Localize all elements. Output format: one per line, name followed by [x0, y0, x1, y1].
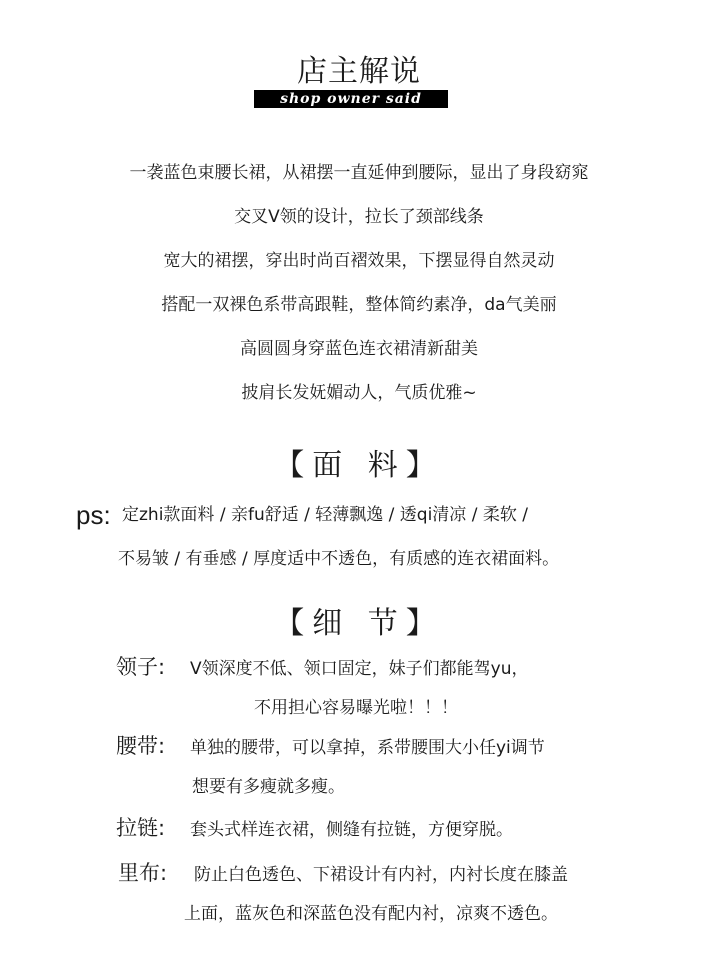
collar-label: 领子: — [116, 655, 166, 679]
collar-line-1: V领深度不低、领口固定，妹子们都能驾yu， — [190, 659, 529, 679]
fabric-line-1: 定zhi款面料 / 亲fu舒适 / 轻薄飘逸 / 透qi清凉 / 柔软 / — [122, 505, 528, 525]
intro-line: 一袭蓝色束腰长裙，从裙摆一直延伸到腰际，显出了身段窈窕 — [129, 163, 589, 183]
collar-line-2: 不用担心容易曝光啦！！！ — [254, 698, 458, 718]
intro-line: 高圆圆身穿蓝色连衣裙清新甜美 — [240, 339, 478, 359]
belt-label: 腰带: — [116, 734, 166, 758]
subtitle-banner: shop owner said — [254, 90, 448, 108]
zipper-label: 拉链: — [116, 816, 166, 840]
intro-line: 搭配一双裸色系带高跟鞋，整体简约素净，da气美丽 — [161, 295, 557, 315]
fabric-line-2: 不易皱 / 有垂感 / 厚度适中不透色，有质感的连衣裙面料。 — [118, 549, 560, 569]
intro-line: 宽大的裙摆，穿出时尚百褶效果，下摆显得自然灵动 — [163, 251, 555, 271]
intro-line: 披肩长发妩媚动人，气质优雅~ — [241, 383, 477, 403]
lining-line-1: 防止白色透色、下裙设计有内衬，内衬长度在膝盖 — [194, 865, 568, 885]
zipper-line-1: 套头式样连衣裙，侧缝有拉链，方便穿脱。 — [190, 820, 513, 840]
intro-line: 交叉V领的设计，拉长了颈部线条 — [234, 207, 484, 227]
page-title: 店主解说 — [297, 54, 421, 89]
lining-line-2: 上面，蓝灰色和深蓝色没有配内衬，凉爽不透色。 — [184, 904, 558, 924]
fabric-heading: 【面 料】 — [274, 448, 444, 483]
details-heading: 【细 节】 — [274, 606, 444, 641]
belt-line-1: 单独的腰带，可以拿掉，系带腰围大小任yi调节 — [190, 738, 545, 758]
lining-label: 里布: — [118, 861, 168, 885]
ps-label: ps: — [76, 500, 111, 530]
belt-line-2: 想要有多瘦就多瘦。 — [192, 777, 345, 797]
